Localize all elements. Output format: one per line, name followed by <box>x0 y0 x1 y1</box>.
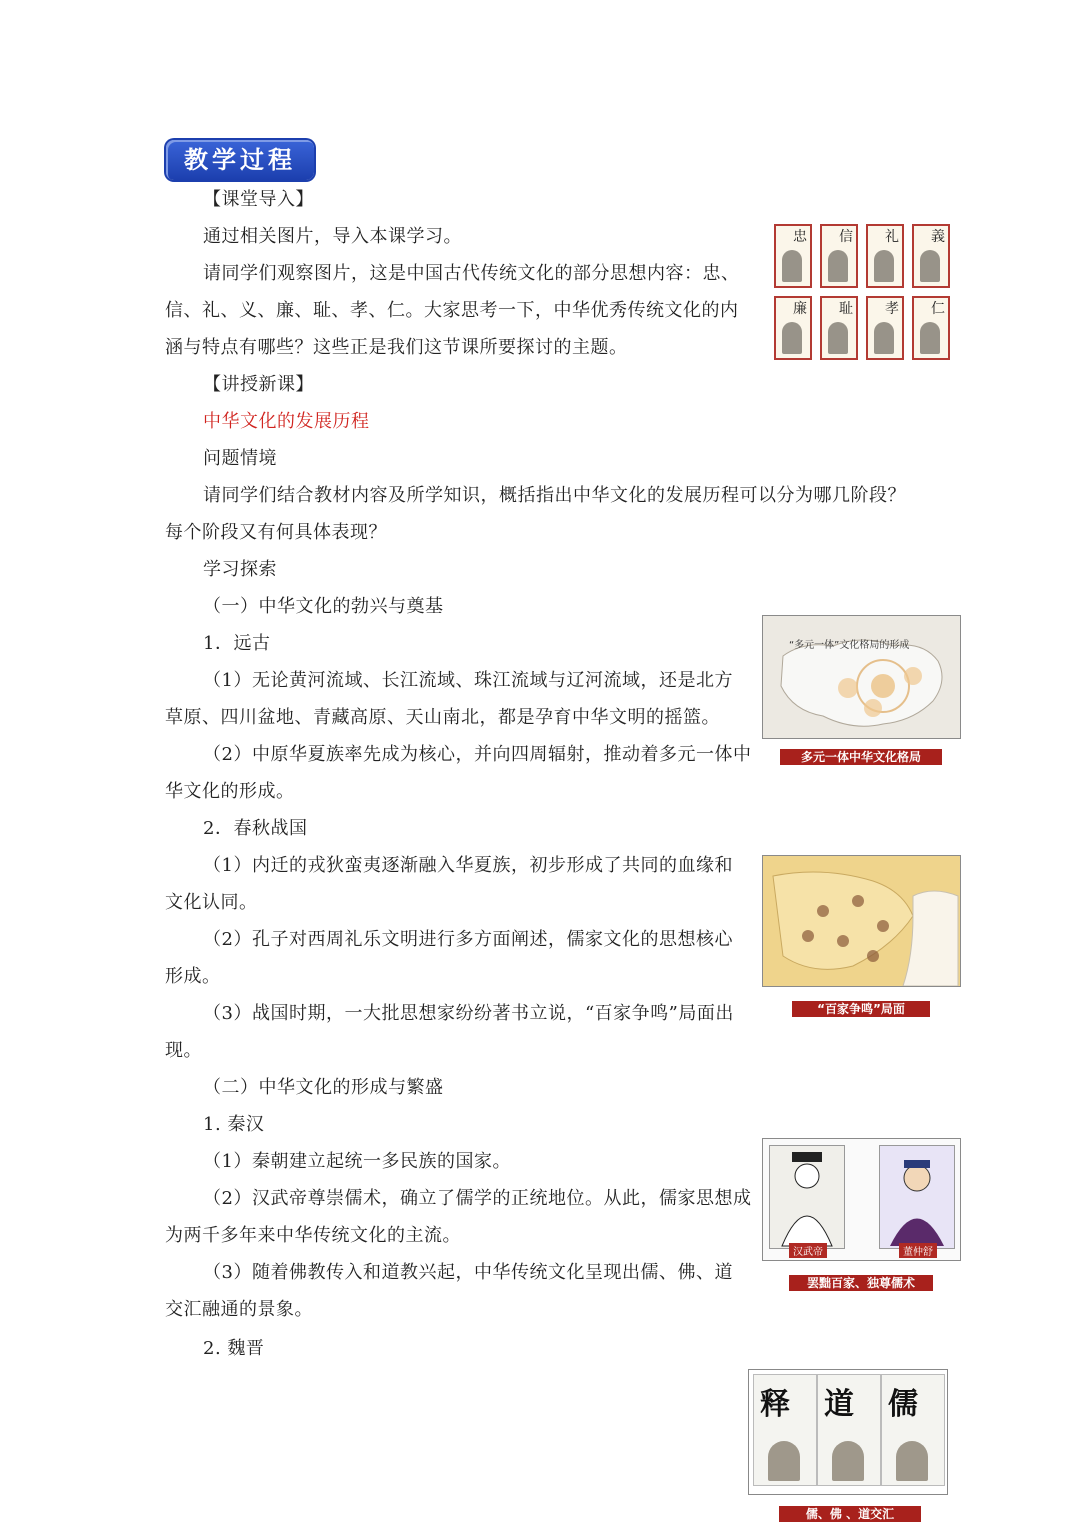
s2-item-1-line-1: （1）内迁的戎狄蛮夷逐渐融入华夏族，初步形成了共同的血缘和 <box>203 855 733 876</box>
s1-item-2-line-1: （2）中原华夏族率先成为核心，并向四周辐射，推动着多元一体中 <box>203 744 752 765</box>
s3-item-2-line-1: （2）汉武帝尊崇儒术，确立了儒学的正统地位。从此，儒家思想成 <box>203 1188 752 1209</box>
section-title: 中华文化的发展历程 <box>203 411 370 432</box>
tile-5: 耻 <box>820 296 858 360</box>
intro-paragraph-1: 通过相关图片，导入本课学习。 <box>203 226 462 247</box>
taoism-panel <box>817 1374 881 1486</box>
section-banner: 教学过程 <box>166 140 314 180</box>
s2-item-1-line-2: 文化认同。 <box>165 892 258 913</box>
han-figures-image <box>762 1138 961 1261</box>
tile-1: 信 <box>820 224 858 288</box>
buddhism-char: 释 <box>760 1387 790 1422</box>
part-1-heading: （一）中华文化的勃兴与奠基 <box>203 596 444 617</box>
warring-states-map-illustration <box>763 856 960 986</box>
dong-zhongshu-label: 董仲舒 <box>899 1243 937 1258</box>
s2-item-3-line-1: （3）战国时期，一大批思想家纷纷著书立说，“百家争鸣”局面出 <box>203 1003 734 1024</box>
tile-0: 忠 <box>774 224 812 288</box>
map1-title: “多元一体”文化格局的形成 <box>789 640 910 651</box>
taoism-char: 道 <box>824 1387 854 1422</box>
confucianism-char: 儒 <box>888 1387 918 1422</box>
han-emperor-label: 汉武帝 <box>789 1243 827 1258</box>
explore-heading: 学习探索 <box>203 559 277 580</box>
confucianism-panel <box>881 1374 945 1486</box>
tile-6: 孝 <box>866 296 904 360</box>
china-map-illustration <box>763 616 960 738</box>
problem-heading: 问题情境 <box>203 448 277 469</box>
han-caption: 罢黜百家、独尊儒术 <box>789 1275 933 1291</box>
subsection-4: 2. 魏晋 <box>203 1338 265 1359</box>
dong-zhongshu-portrait <box>879 1145 955 1249</box>
s3-item-1: （1）秦朝建立起统一多民族的国家。 <box>203 1151 511 1172</box>
subsection-1: 1．远古 <box>203 633 271 654</box>
three-teachings-image <box>748 1369 948 1495</box>
s2-item-3-line-2: 现。 <box>165 1040 202 1061</box>
s3-item-2-line-2: 为两千多年来中华传统文化的主流。 <box>165 1225 461 1246</box>
subsection-2: 2．春秋战国 <box>203 818 308 839</box>
s3-item-3-line-1: （3）随着佛教传入和道教兴起，中华传统文化呈现出儒、佛、道 <box>203 1262 733 1283</box>
multi-unity-map <box>762 615 961 739</box>
s1-item-1-line-2: 草原、四川盆地、青藏高原、天山南北，都是孕育中华文明的摇篮。 <box>165 707 720 728</box>
s3-item-3-line-2: 交汇融通的景象。 <box>165 1299 313 1320</box>
s2-item-2-line-2: 形成。 <box>165 966 221 987</box>
subsection-3: 1. 秦汉 <box>203 1114 265 1135</box>
tile-2: 礼 <box>866 224 904 288</box>
map1-caption: 多元一体中华文化格局 <box>780 749 942 765</box>
intro-paragraph-2-line-2: 信、礼、义、廉、耻、孝、仁。大家思考一下，中华优秀传统文化的内 <box>165 300 739 321</box>
s1-item-2-line-2: 华文化的形成。 <box>165 781 295 802</box>
part-2-heading: （二）中华文化的形成与繁盛 <box>203 1077 444 1098</box>
intro-paragraph-2-line-3: 涵与特点有哪些？这些正是我们这节课所要探讨的主题。 <box>165 337 628 358</box>
lesson-heading: 【讲授新课】 <box>203 374 314 395</box>
question-line-2: 每个阶段又有何具体表现？ <box>165 522 387 543</box>
virtues-image <box>772 222 956 364</box>
han-emperor-portrait <box>769 1145 845 1249</box>
map2-caption: “百家争鸣”局面 <box>792 1001 930 1017</box>
tile-4: 廉 <box>774 296 812 360</box>
tile-7: 仁 <box>912 296 950 360</box>
buddhism-panel <box>753 1374 817 1486</box>
intro-paragraph-2-line-1: 请同学们观察图片，这是中国古代传统文化的部分思想内容：忠、 <box>203 263 740 284</box>
question-line-1: 请同学们结合教材内容及所学知识，概括指出中华文化的发展历程可以分为哪几阶段？ <box>203 485 906 506</box>
intro-heading: 【课堂导入】 <box>203 189 314 210</box>
tile-3: 義 <box>912 224 950 288</box>
s1-item-1-line-1: （1）无论黄河流域、长江流域、珠江流域与辽河流域，还是北方 <box>203 670 733 691</box>
three-teachings-caption: 儒、佛 、道交汇 <box>779 1506 921 1522</box>
s2-item-2-line-1: （2）孔子对西周礼乐文明进行多方面阐述，儒家文化的思想核心 <box>203 929 733 950</box>
hundred-schools-map <box>762 855 961 987</box>
